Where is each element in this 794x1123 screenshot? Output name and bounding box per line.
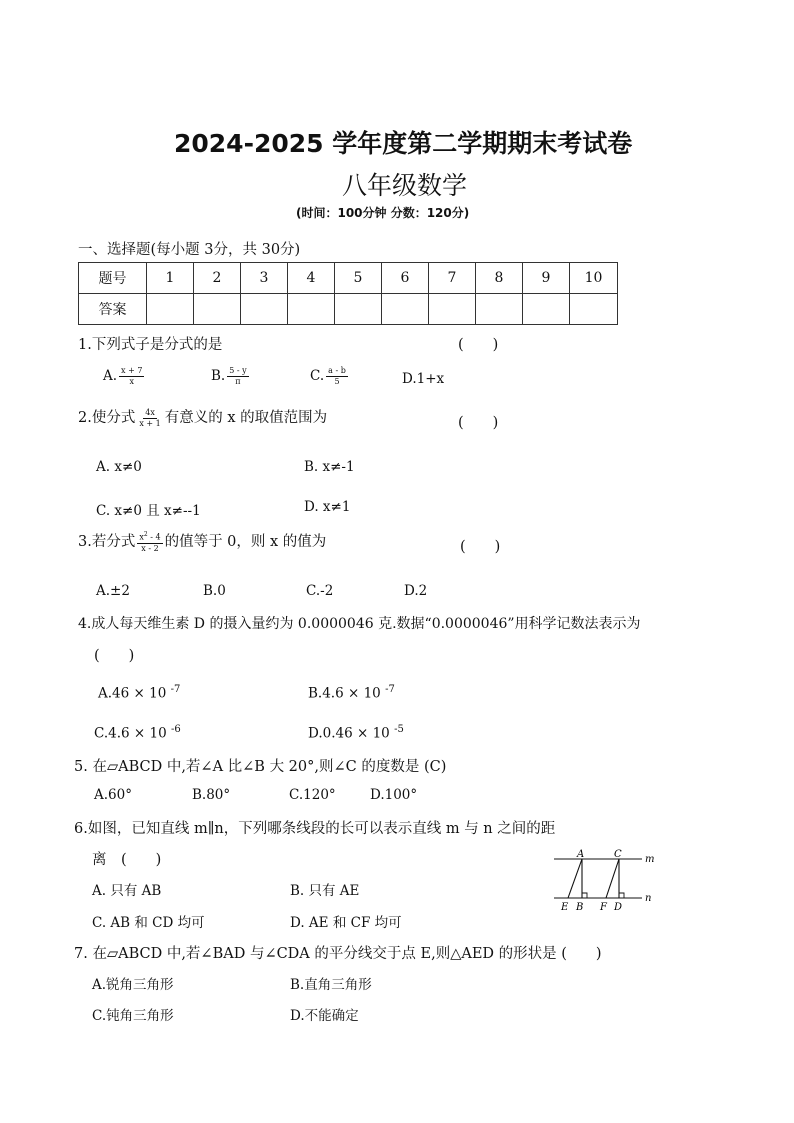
- denominator: x + 1: [139, 418, 161, 428]
- table-cell: 4: [288, 263, 335, 294]
- table-cell: 10: [570, 263, 618, 294]
- fraction: [137, 530, 162, 554]
- right-angle-mark-b: [582, 893, 587, 898]
- denominator: x - 2: [141, 543, 159, 553]
- answer-cell[interactable]: [523, 294, 570, 325]
- q1-option-d: D.1+x: [402, 371, 445, 387]
- q2-option-b: B. x≠-1: [304, 459, 355, 475]
- table-cell: 题号: [79, 263, 147, 294]
- q4-stem: 4.成人每天维生素 D 的摄入量约为 0.0000046 克.数据“0.0000046”用科学记数法表示为: [78, 616, 641, 632]
- q5-stem: 5. 在▱ABCD 中,若∠A 比∠B 大 20°,则∠C 的度数是 (C): [74, 759, 447, 775]
- answer-cell[interactable]: [288, 294, 335, 325]
- table-cell: 6: [382, 263, 429, 294]
- q7-stem: 7. 在▱ABCD 中,若∠BAD 与∠CDA 的平分线交于点 E,则△AED 的形状是 ( ): [74, 946, 602, 962]
- fraction: [227, 366, 248, 387]
- q2-option-d: D. x≠1: [304, 499, 351, 515]
- option-label: C.: [310, 368, 325, 384]
- exponent: -5: [394, 724, 404, 735]
- q5-option-b: B.80°: [192, 787, 231, 803]
- q7-option-d: D.不能确定: [290, 1008, 359, 1024]
- stem-text: 2.使分式: [78, 410, 136, 426]
- answer-cell[interactable]: [570, 294, 618, 325]
- numerator-rest: - 4: [147, 532, 161, 542]
- fraction: [326, 366, 348, 387]
- right-angle-mark-d: [619, 893, 624, 898]
- label-e: E: [561, 902, 569, 913]
- q7-option-b: B.直角三角形: [290, 977, 372, 993]
- segment-cf: [606, 859, 619, 898]
- answer-table-answer-row: [79, 294, 618, 325]
- q3-option-b: B.0: [203, 583, 226, 599]
- stem-text: 有意义的 x 的取值范围为: [164, 410, 328, 426]
- fraction: [137, 408, 162, 429]
- q6-stem: 6.如图，已知直线 m∥n，下列哪条线段的长可以表示直线 m 与 n 之间的距: [74, 821, 556, 837]
- option-text: D.0.46 × 10: [308, 725, 390, 742]
- option-text: B.4.6 × 10: [308, 685, 381, 702]
- q6-option-c: C. AB 和 CD 均可: [92, 915, 205, 931]
- answer-cell[interactable]: [429, 294, 476, 325]
- q4-option-c: [94, 724, 181, 742]
- label-c: C: [614, 849, 622, 860]
- numerator: x + 7: [121, 366, 143, 375]
- table-cell: 2: [194, 263, 241, 294]
- q3-option-d: D.2: [404, 583, 428, 599]
- q2-option-c: C. x≠0 且 x≠--1: [96, 503, 201, 519]
- q5-option-d: D.100°: [370, 787, 418, 803]
- exam-subtitle: 八年级数学: [342, 171, 468, 200]
- numerator: 5 - y: [229, 366, 247, 375]
- option-text: A.46 × 10: [98, 685, 167, 702]
- base: x: [139, 532, 144, 542]
- section-heading: 一、选择题(每小题 3分，共 30分): [78, 242, 301, 258]
- q3-paren: ( ): [460, 539, 501, 555]
- q3-option-a: A.±2: [96, 583, 130, 599]
- segment-ae: [568, 859, 582, 898]
- label-n: n: [645, 893, 652, 904]
- label-f: F: [600, 902, 607, 913]
- numerator: 4x: [145, 407, 155, 417]
- q1-option-c: [310, 366, 350, 387]
- numerator: a - b: [328, 366, 346, 375]
- answer-cell[interactable]: [335, 294, 382, 325]
- label-m: m: [645, 854, 655, 865]
- q6-option-b: B. 只有 AE: [290, 883, 360, 899]
- table-cell: 7: [429, 263, 476, 294]
- exponent: -7: [170, 684, 181, 695]
- q2-option-a: A. x≠0: [96, 459, 142, 475]
- q5-option-a: A.60°: [94, 787, 132, 803]
- label-a: A: [577, 849, 585, 860]
- table-cell: 5: [335, 263, 382, 294]
- q3-stem: [78, 530, 326, 554]
- denominator: x: [129, 377, 134, 386]
- q6-stem-cont: 离 ( ): [92, 852, 162, 868]
- answer-cell[interactable]: [194, 294, 241, 325]
- q2-stem: [78, 406, 327, 429]
- stem-text: 3.若分式: [78, 534, 136, 550]
- answer-cell[interactable]: [476, 294, 523, 325]
- q5-option-c: C.120°: [289, 787, 336, 803]
- q4-option-a: [98, 684, 180, 702]
- exponent: -7: [385, 684, 395, 695]
- fraction: [119, 366, 144, 387]
- numerator: [137, 530, 162, 544]
- q1-option-a: [103, 366, 146, 387]
- denominator: π: [235, 377, 241, 386]
- answer-cell[interactable]: [147, 294, 194, 325]
- answer-table-header-row: [79, 263, 618, 294]
- exam-title: 2024-2025 学年度第二学期期末考试卷: [174, 129, 633, 158]
- exponent: 2: [143, 531, 148, 539]
- exponent: -6: [170, 724, 181, 735]
- q3-option-c: C.-2: [306, 583, 334, 599]
- option-label: A.: [103, 368, 118, 384]
- q1-option-b: [211, 366, 251, 387]
- denominator: 5: [334, 377, 340, 386]
- table-cell: 3: [241, 263, 288, 294]
- label-d: D: [614, 902, 623, 913]
- q4-option-d: [308, 724, 404, 742]
- q7-option-c: C.钝角三角形: [92, 1008, 174, 1024]
- q1-stem: 1.下列式子是分式的是: [78, 337, 223, 353]
- stem-text: 的值等于 0，则 x 的值为: [164, 534, 327, 550]
- option-text: C.4.6 × 10: [94, 725, 167, 742]
- answer-table: [78, 262, 618, 325]
- q6-option-d: D. AE 和 CF 均可: [290, 915, 402, 931]
- answer-cell[interactable]: [241, 294, 288, 325]
- q7-option-a: A.锐角三角形: [92, 977, 174, 993]
- table-cell: 9: [523, 263, 570, 294]
- q6-option-a: A. 只有 AB: [92, 883, 162, 899]
- table-cell: 1: [147, 263, 194, 294]
- table-cell: 8: [476, 263, 523, 294]
- q4-option-b: [308, 684, 395, 702]
- option-label: B.: [211, 368, 226, 384]
- label-b: B: [576, 902, 584, 913]
- parallel-lines-figure: [548, 848, 658, 918]
- q4-paren: ( ): [94, 648, 135, 664]
- table-cell: 答案: [79, 294, 147, 325]
- q1-paren: ( ): [458, 337, 499, 353]
- answer-cell[interactable]: [382, 294, 429, 325]
- exam-time-note: (时间：100分钟 分数：120分): [296, 206, 470, 220]
- q2-paren: ( ): [458, 415, 499, 431]
